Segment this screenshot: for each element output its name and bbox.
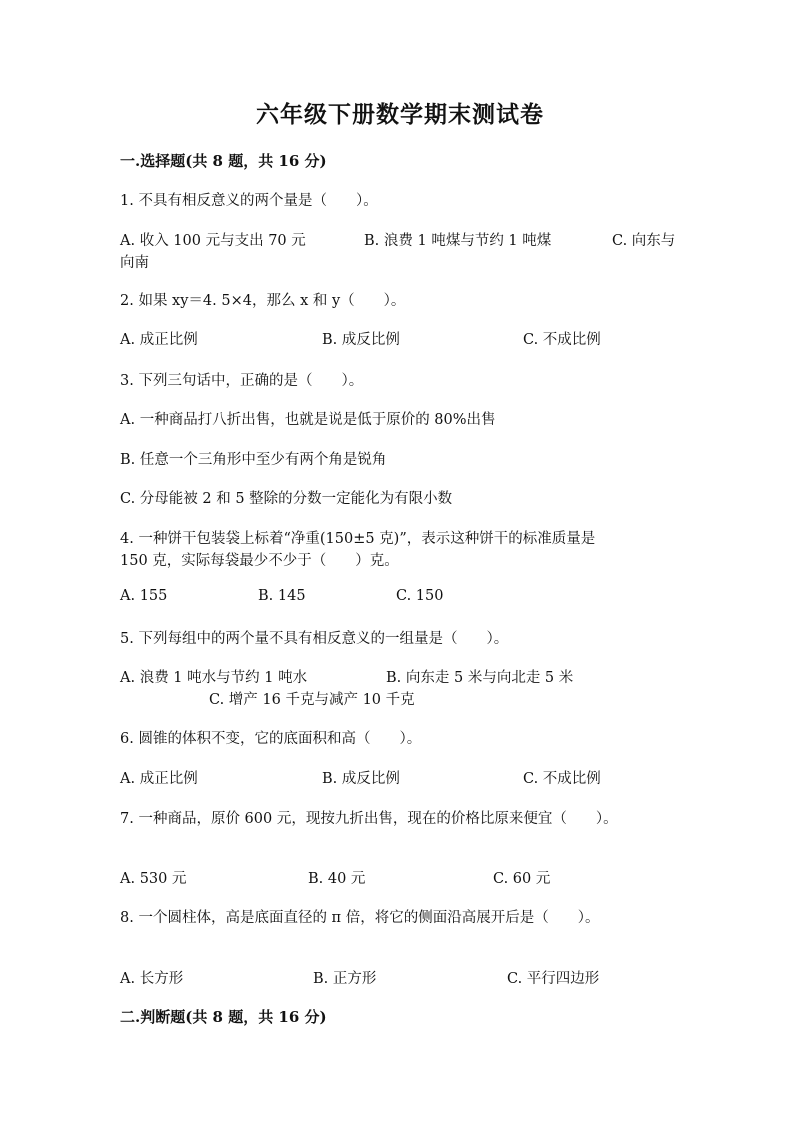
question-5-option-b: B. 向东走 5 米与向北走 5 米 xyxy=(386,670,574,686)
question-1-option-b: B. 浪费 1 吨煤与节约 1 吨煤 xyxy=(364,233,552,249)
question-6-option-c: C. 不成比例 xyxy=(523,771,601,787)
question-4-stem-line-2: 150 克，实际每袋最少不少于（ ）克。 xyxy=(120,553,399,569)
question-8-option-a: A. 长方形 xyxy=(120,971,184,987)
question-4-option-c: C. 150 xyxy=(396,588,444,604)
section-heading-choice: 一.选择题(共 8 题，共 16 分) xyxy=(120,152,327,170)
question-3-option-a: A. 一种商品打八折出售，也就是说是低于原价的 80%出售 xyxy=(120,412,496,428)
question-6-option-b: B. 成反比例 xyxy=(322,771,400,787)
page-title: 六年级下册数学期末测试卷 xyxy=(256,101,544,128)
question-4-option-a: A. 155 xyxy=(120,588,168,604)
question-6-option-a: A. 成正比例 xyxy=(120,771,198,787)
question-1-stem: 1. 不具有相反意义的两个量是（ ）。 xyxy=(120,193,378,209)
question-8-option-b: B. 正方形 xyxy=(313,971,377,987)
question-2-option-a: A. 成正比例 xyxy=(120,332,198,348)
question-1-option-a: A. 收入 100 元与支出 70 元 xyxy=(120,233,306,249)
question-1-option-c: C. 向东与 xyxy=(612,233,676,249)
question-3-option-b: B. 任意一个三角形中至少有两个角是锐角 xyxy=(120,452,387,468)
question-5-option-c: C. 增产 16 千克与减产 10 千克 xyxy=(209,692,415,708)
section-heading-judgement: 二.判断题(共 8 题，共 16 分) xyxy=(120,1008,327,1026)
question-1-option-c-continued: 向南 xyxy=(120,255,149,271)
question-3-stem: 3. 下列三句话中，正确的是（ ）。 xyxy=(120,373,364,389)
question-8-option-c: C. 平行四边形 xyxy=(507,971,600,987)
question-7-option-a: A. 530 元 xyxy=(120,871,187,887)
question-5-option-a: A. 浪费 1 吨水与节约 1 吨水 xyxy=(120,670,308,686)
question-2-stem: 2. 如果 xy＝4. 5×4，那么 x 和 y（ ）。 xyxy=(120,293,406,309)
question-5-stem: 5. 下列每组中的两个量不具有相反意义的一组量是（ ）。 xyxy=(120,631,509,647)
question-7-option-c: C. 60 元 xyxy=(493,871,551,887)
question-3-option-c: C. 分母能被 2 和 5 整除的分数一定能化为有限小数 xyxy=(120,491,453,507)
question-7-stem: 7. 一种商品，原价 600 元，现按九折出售，现在的价格比原来便宜（ ）。 xyxy=(120,811,618,827)
question-2-option-c: C. 不成比例 xyxy=(523,332,601,348)
question-8-stem: 8. 一个圆柱体，高是底面直径的 π 倍，将它的侧面沿高展开后是（ ）。 xyxy=(120,910,600,926)
question-4-stem-line-1: 4. 一种饼干包装袋上标着“净重(150±5 克)”，表示这种饼干的标准质量是 xyxy=(120,531,596,547)
question-6-stem: 6. 圆锥的体积不变，它的底面积和高（ ）。 xyxy=(120,731,422,747)
question-4-option-b: B. 145 xyxy=(258,588,306,604)
question-7-option-b: B. 40 元 xyxy=(308,871,366,887)
question-2-option-b: B. 成反比例 xyxy=(322,332,400,348)
